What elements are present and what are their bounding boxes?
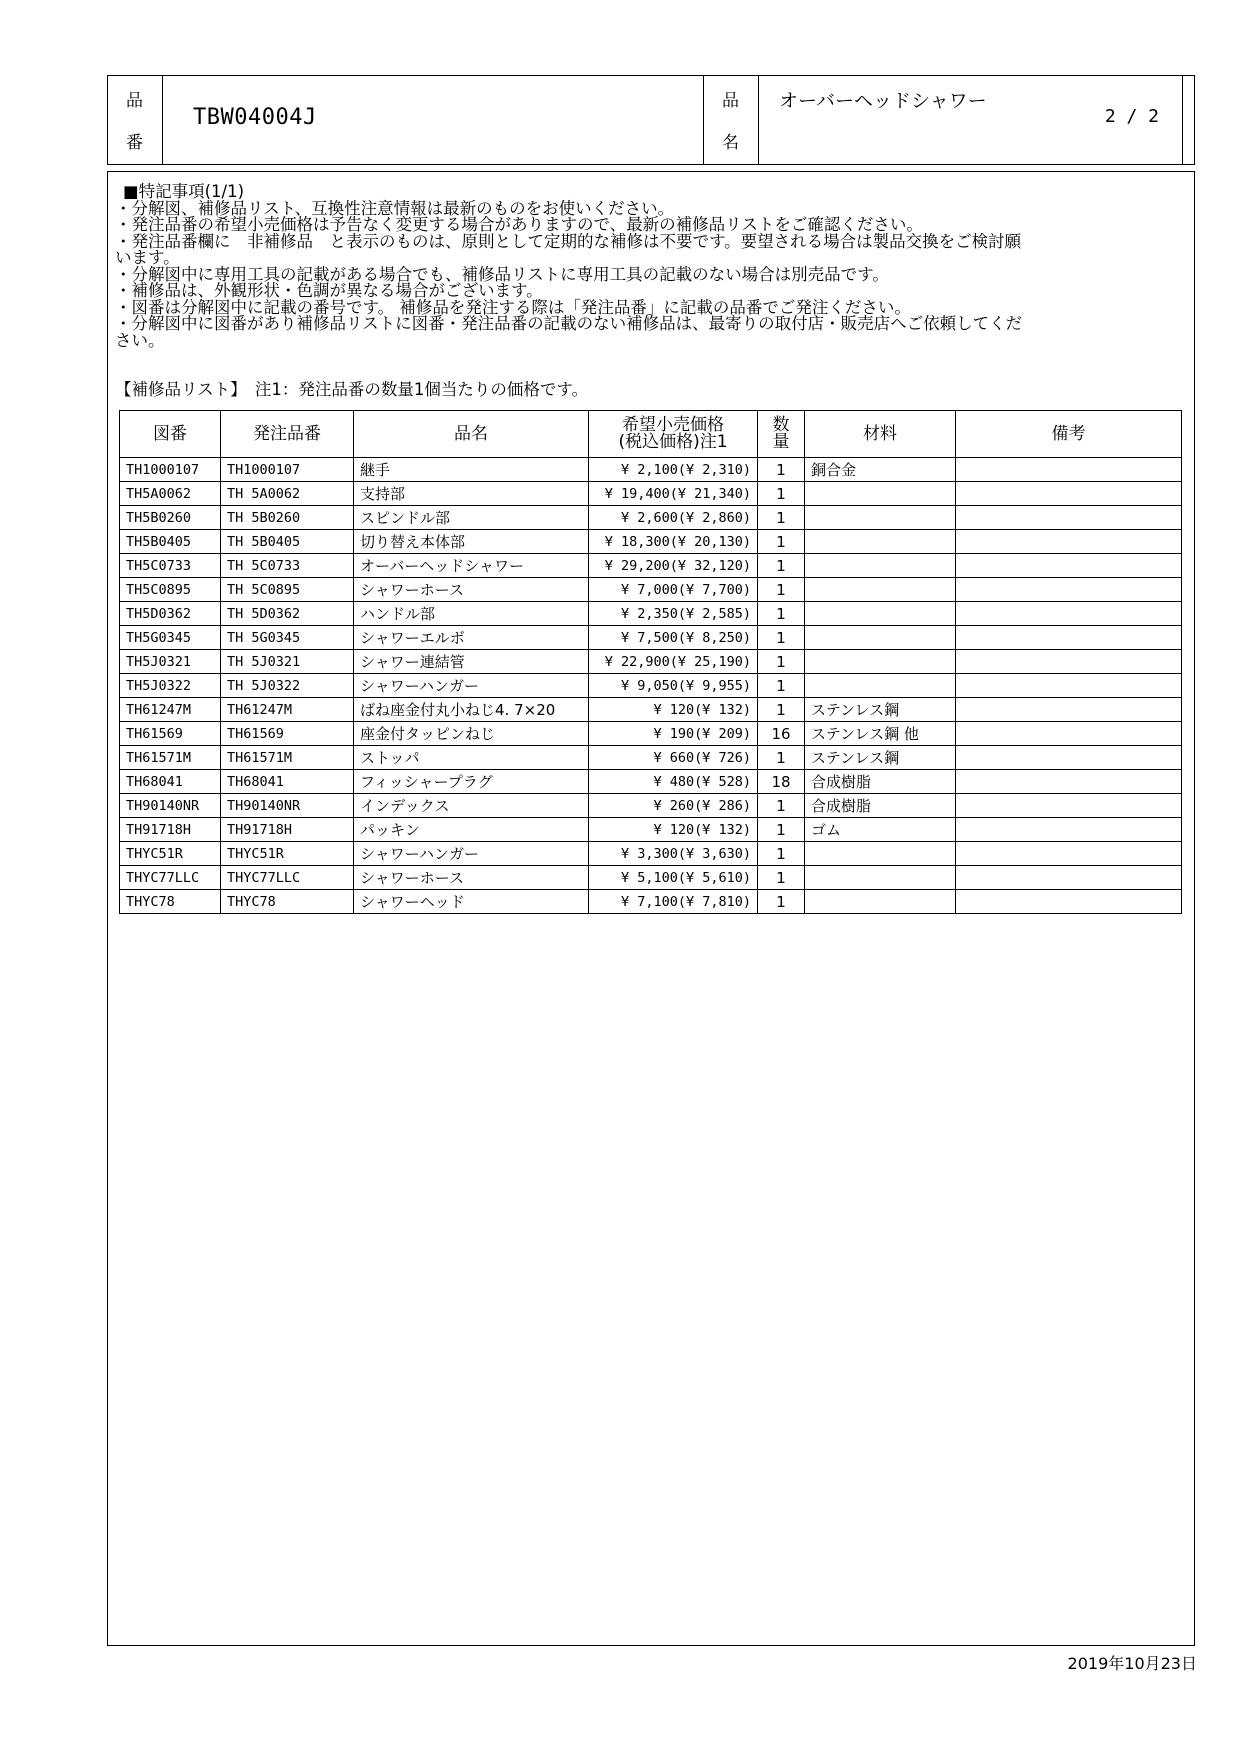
cell-material [805, 890, 956, 914]
notes-section [115, 184, 1022, 349]
parts-table-body [120, 458, 1182, 914]
cell-material: 合成樹脂 [805, 770, 956, 794]
col-header-name: 品名 [354, 411, 589, 458]
cell-qty: 18 [758, 770, 805, 794]
cell-fig: THYC51R [120, 842, 221, 866]
cell-price: ¥ 2,350(¥ 2,585) [589, 602, 758, 626]
cell-name: スピンドル部 [354, 506, 589, 530]
cell-material: 合成樹脂 [805, 794, 956, 818]
note-line: ・図番は分解図中に記載の番号です。 補修品を発注する際は「発注品番」に記載の品番でご発注ください。 [115, 297, 911, 317]
table-row [120, 506, 1182, 530]
code-label-cell [108, 76, 163, 164]
cell-qty: 1 [758, 578, 805, 602]
cell-order: TH91718H [221, 818, 354, 842]
table-row [120, 746, 1182, 770]
cell-remarks [956, 842, 1182, 866]
col-header-qty-bottom: 量 [772, 432, 790, 452]
cell-name: シャワーヘッド [354, 890, 589, 914]
cell-remarks [956, 866, 1182, 890]
cell-qty: 1 [758, 602, 805, 626]
cell-qty: 16 [758, 722, 805, 746]
notes-title: ■特記事項(1/1) [123, 182, 245, 201]
col-header-price-bottom: (税込価格)注1 [618, 432, 728, 452]
cell-order: TH 5A0062 [221, 482, 354, 506]
cell-remarks [956, 482, 1182, 506]
cell-remarks [956, 722, 1182, 746]
header-box [107, 75, 1195, 165]
table-row [120, 722, 1182, 746]
cell-remarks [956, 770, 1182, 794]
cell-fig: TH90140NR [120, 794, 221, 818]
cell-remarks [956, 818, 1182, 842]
cell-remarks [956, 890, 1182, 914]
cell-material: ステンレス鋼 他 [805, 722, 956, 746]
name-label-bottom: 名 [722, 133, 739, 153]
cell-order: TH 5B0405 [221, 530, 354, 554]
cell-qty: 1 [758, 626, 805, 650]
cell-fig: THYC77LLC [120, 866, 221, 890]
cell-order: TH 5J0321 [221, 650, 354, 674]
cell-order: THYC78 [221, 890, 354, 914]
code-label-top: 品 [126, 91, 143, 111]
cell-price: ¥ 260(¥ 286) [589, 794, 758, 818]
cell-qty: 1 [758, 866, 805, 890]
col-header-qty-top: 数 [772, 415, 790, 435]
note-line: ・発注品番の希望小売価格は予告なく変更する場合がありますので、最新の補修品リストをご確認ください。 [115, 215, 923, 234]
cell-name: 支持部 [354, 482, 589, 506]
cell-fig: TH5B0405 [120, 530, 221, 554]
cell-material [805, 578, 956, 602]
table-row [120, 626, 1182, 650]
cell-name: フィッシャープラグ [354, 770, 589, 794]
cell-fig: THYC78 [120, 890, 221, 914]
cell-qty: 1 [758, 674, 805, 698]
cell-fig: TH5B0260 [120, 506, 221, 530]
cell-order: TH61571M [221, 746, 354, 770]
note-line: さい。 [115, 330, 165, 350]
cell-remarks [956, 458, 1182, 482]
cell-remarks [956, 506, 1182, 530]
cell-remarks [956, 578, 1182, 602]
cell-price: ¥ 480(¥ 528) [589, 770, 758, 794]
cell-name: シャワーホース [354, 866, 589, 890]
parts-table [119, 410, 1182, 914]
table-row [120, 866, 1182, 890]
cell-fig: TH61247M [120, 698, 221, 722]
cell-remarks [956, 674, 1182, 698]
table-row [120, 698, 1182, 722]
code-label-bottom: 番 [126, 133, 143, 153]
cell-material [805, 602, 956, 626]
cell-name: ハンドル部 [354, 602, 589, 626]
cell-name: パッキン [354, 818, 589, 842]
cell-name: 切り替え本体部 [354, 530, 589, 554]
cell-remarks [956, 746, 1182, 770]
col-header-order: 発注品番 [221, 411, 354, 458]
cell-material: 銅合金 [805, 458, 956, 482]
cell-remarks [956, 794, 1182, 818]
cell-material [805, 554, 956, 578]
cell-qty: 1 [758, 530, 805, 554]
cell-qty: 1 [758, 746, 805, 770]
note-line: ・分解図、補修品リスト、互換性注意情報は最新のものをお使いください。 [115, 198, 675, 218]
cell-material [805, 650, 956, 674]
cell-name: シャワーハンガー [354, 674, 589, 698]
cell-order: TH 5D0362 [221, 602, 354, 626]
cell-remarks [956, 650, 1182, 674]
note-line: ・分解図中に図番があり補修品リストに図番・発注品番の記載のない補修品は、最寄りの取付店・販売店へご依頼してくだ [115, 314, 1023, 333]
cell-qty: 1 [758, 506, 805, 530]
cell-price: ¥ 2,600(¥ 2,860) [589, 506, 758, 530]
col-header-price [589, 411, 758, 458]
cell-name: ストッパ [354, 746, 589, 770]
cell-material [805, 674, 956, 698]
cell-price: ¥ 5,100(¥ 5,610) [589, 866, 758, 890]
cell-material: ステンレス鋼 [805, 746, 956, 770]
cell-qty: 1 [758, 650, 805, 674]
cell-fig: TH61571M [120, 746, 221, 770]
cell-price: ¥ 120(¥ 132) [589, 818, 758, 842]
cell-name: インデックス [354, 794, 589, 818]
cell-fig: TH5G0345 [120, 626, 221, 650]
cell-remarks [956, 602, 1182, 626]
cell-order: TH 5C0895 [221, 578, 354, 602]
cell-qty: 1 [758, 482, 805, 506]
cell-order: TH61247M [221, 698, 354, 722]
cell-order: TH 5C0733 [221, 554, 354, 578]
product-code: TBW04004J [193, 105, 317, 130]
cell-fig: TH5C0733 [120, 554, 221, 578]
cell-qty: 1 [758, 890, 805, 914]
cell-price: ¥ 660(¥ 726) [589, 746, 758, 770]
table-row [120, 602, 1182, 626]
cell-price: ¥ 190(¥ 209) [589, 722, 758, 746]
cell-price: ¥ 9,050(¥ 9,955) [589, 674, 758, 698]
page-number: 2 / 2 [1104, 106, 1159, 127]
cell-order: TH 5B0260 [221, 506, 354, 530]
cell-price: ¥ 18,300(¥ 20,130) [589, 530, 758, 554]
col-header-price-top: 希望小売価格 [622, 415, 724, 435]
cell-material [805, 506, 956, 530]
cell-material: ゴム [805, 818, 956, 842]
cell-order: TH 5J0322 [221, 674, 354, 698]
cell-order: TH68041 [221, 770, 354, 794]
cell-price: ¥ 7,100(¥ 7,810) [589, 890, 758, 914]
table-row [120, 794, 1182, 818]
document-date: 2019年10月23日 [1067, 1654, 1197, 1673]
table-row [120, 674, 1182, 698]
note-line: ・発注品番欄に 非補修品 と表示のものは、原則として定期的な補修は不要です。要望される場合は製品交換をご検討願 [115, 231, 1022, 251]
cell-remarks [956, 626, 1182, 650]
cell-fig: TH5A0062 [120, 482, 221, 506]
cell-price: ¥ 2,100(¥ 2,310) [589, 458, 758, 482]
cell-fig: TH5J0322 [120, 674, 221, 698]
product-name: オーバーヘッドシャワー [779, 90, 987, 112]
cell-remarks [956, 530, 1182, 554]
cell-qty: 1 [758, 794, 805, 818]
parts-list-heading: 【補修品リスト】 注1：発注品番の数量1個当たりの価格です。 [115, 380, 589, 399]
table-row [120, 818, 1182, 842]
table-row [120, 578, 1182, 602]
table-row [120, 458, 1182, 482]
cell-material: ステンレス鋼 [805, 698, 956, 722]
cell-price: ¥ 3,300(¥ 3,630) [589, 842, 758, 866]
cell-name: オーバーヘッドシャワー [354, 554, 589, 578]
cell-order: TH1000107 [221, 458, 354, 482]
cell-material [805, 530, 956, 554]
table-row [120, 890, 1182, 914]
name-label-cell [704, 76, 759, 164]
cell-remarks [956, 554, 1182, 578]
cell-name: ばね座金付丸小ねじ4. 7×20 [354, 698, 589, 722]
note-line: ・補修品は、外観形状・色調が異なる場合がございます。 [115, 281, 543, 300]
cell-name: シャワー連結管 [354, 650, 589, 674]
table-row [120, 650, 1182, 674]
cell-qty: 1 [758, 842, 805, 866]
cell-price: ¥ 19,400(¥ 21,340) [589, 482, 758, 506]
cell-material [805, 842, 956, 866]
table-row [120, 530, 1182, 554]
table-header-row [120, 411, 1182, 458]
cell-price: ¥ 120(¥ 132) [589, 698, 758, 722]
cell-qty: 1 [758, 554, 805, 578]
cell-name: 座金付タッピンねじ [354, 722, 589, 746]
col-header-material: 材料 [805, 411, 956, 458]
cell-fig: TH68041 [120, 770, 221, 794]
cell-fig: TH5D0362 [120, 602, 221, 626]
cell-order: TH61569 [221, 722, 354, 746]
cell-qty: 1 [758, 818, 805, 842]
table-row [120, 770, 1182, 794]
table-row [120, 482, 1182, 506]
cell-fig: TH61569 [120, 722, 221, 746]
cell-material [805, 626, 956, 650]
cell-name: シャワーホース [354, 578, 589, 602]
col-header-remarks: 備考 [956, 411, 1182, 458]
cell-fig: TH1000107 [120, 458, 221, 482]
code-value-cell [163, 76, 704, 164]
cell-fig: TH5J0321 [120, 650, 221, 674]
col-header-fig: 図番 [120, 411, 221, 458]
cell-price: ¥ 7,500(¥ 8,250) [589, 626, 758, 650]
cell-fig: TH91718H [120, 818, 221, 842]
cell-material [805, 482, 956, 506]
cell-name: 継手 [354, 458, 589, 482]
cell-material [805, 866, 956, 890]
cell-price: ¥ 22,900(¥ 25,190) [589, 650, 758, 674]
cell-price: ¥ 7,000(¥ 7,700) [589, 578, 758, 602]
table-row [120, 842, 1182, 866]
cell-remarks [956, 698, 1182, 722]
table-row [120, 554, 1182, 578]
cell-name: シャワーエルボ [354, 626, 589, 650]
name-label-top: 品 [722, 91, 739, 111]
cell-order: TH90140NR [221, 794, 354, 818]
col-header-qty [758, 411, 805, 458]
note-line: ・分解図中に専用工具の記載がある場合でも、補修品リストに専用工具の記載のない場合は別売品です。 [115, 264, 889, 284]
cell-name: シャワーハンガー [354, 842, 589, 866]
cell-order: TH 5G0345 [221, 626, 354, 650]
cell-fig: TH5C0895 [120, 578, 221, 602]
cell-qty: 1 [758, 698, 805, 722]
cell-price: ¥ 29,200(¥ 32,120) [589, 554, 758, 578]
cell-order: THYC77LLC [221, 866, 354, 890]
note-line: います。 [115, 248, 180, 267]
cell-qty: 1 [758, 458, 805, 482]
cell-order: THYC51R [221, 842, 354, 866]
